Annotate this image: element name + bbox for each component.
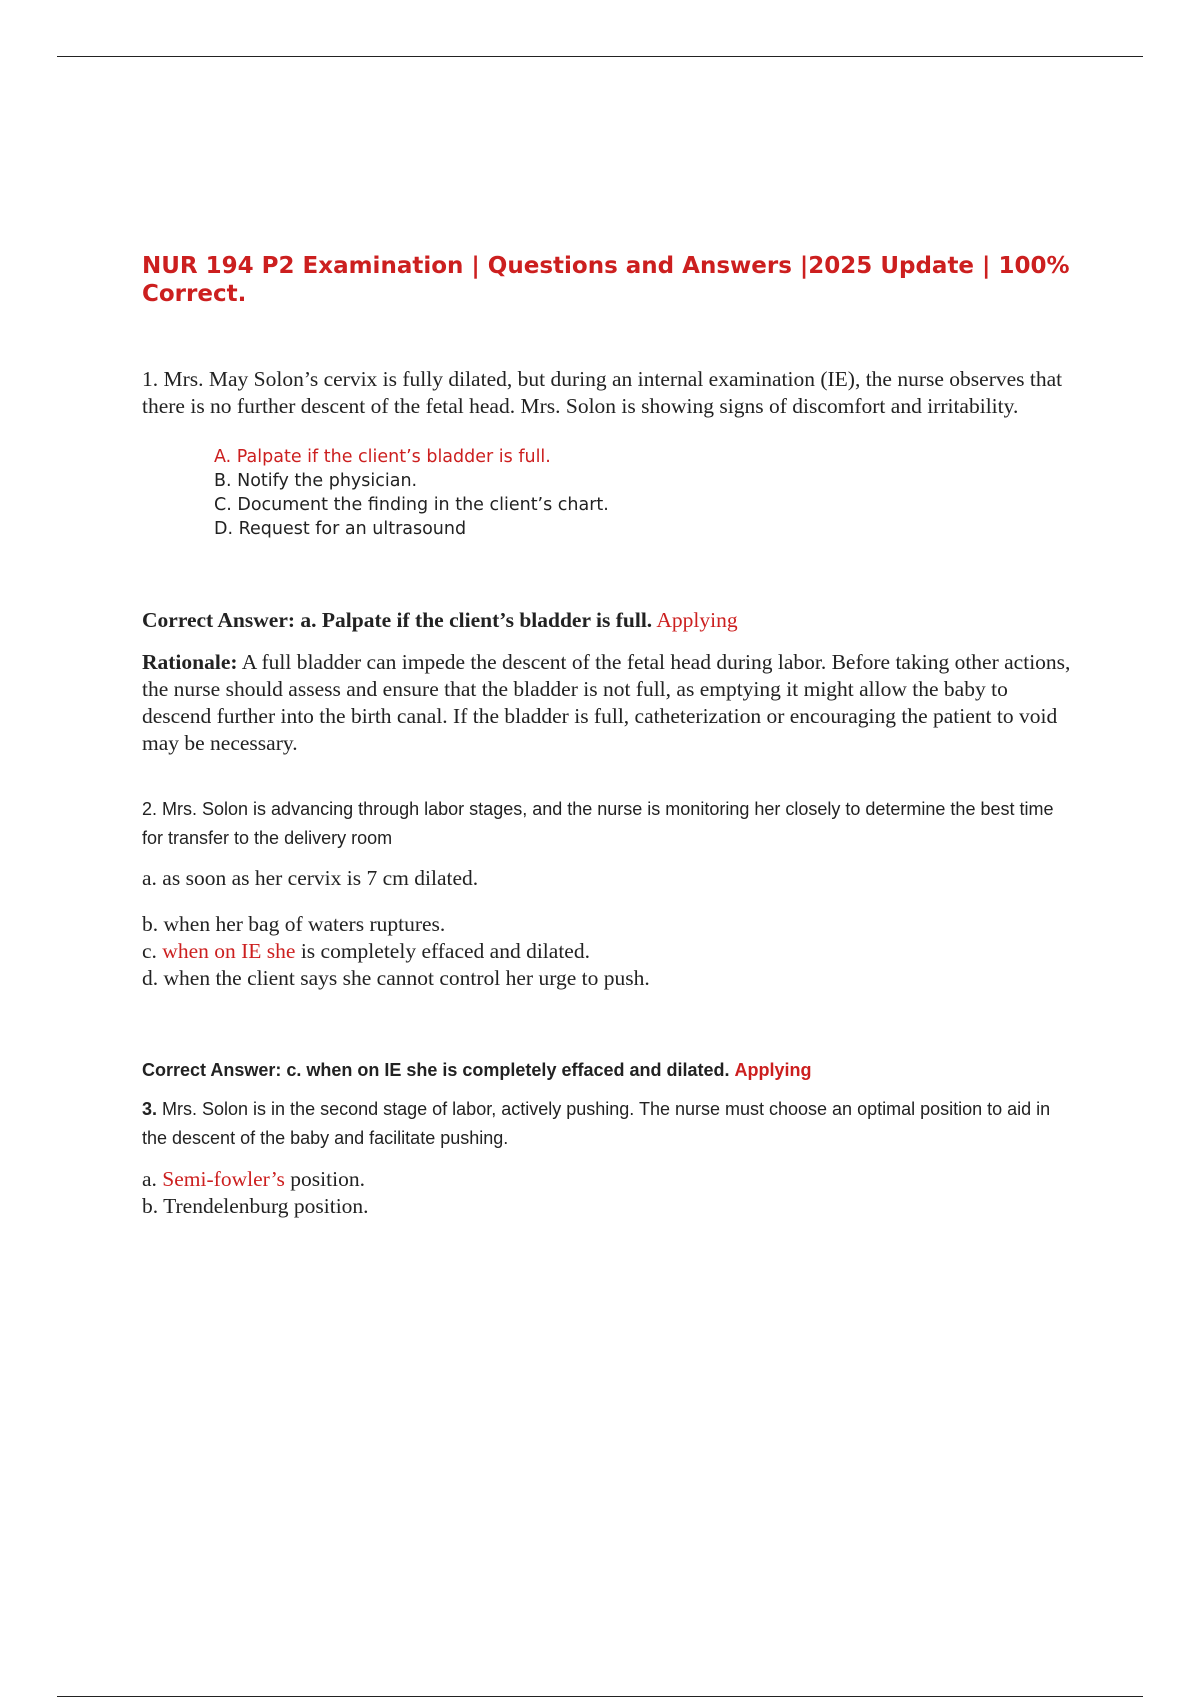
question-3-option-a xyxy=(142,1166,1072,1193)
question-3-option-b: b. Trendelenburg position. xyxy=(142,1194,369,1218)
question-2-stem: 2. Mrs. Solon is advancing through labor stages, and the nurse is monitoring her closely to determine the best time for transfer to the delivery room xyxy=(142,799,1054,848)
question-3-option-a-prefix: a. xyxy=(142,1167,163,1191)
bottom-rule xyxy=(57,1696,1143,1697)
question-1-answer-level: Applying xyxy=(656,608,738,632)
question-1-stem: 1. Mrs. May Solon’s cervix is fully dilated, but during an internal examination (IE), the nurse observes that there is no further descent of the fetal head. Mrs. Solon is showing signs of discomfort and irritability. xyxy=(142,367,1063,418)
question-3-option-a-rest: position. xyxy=(284,1167,365,1191)
question-2 xyxy=(142,795,1072,1085)
question-2-option-b: b. when her bag of waters ruptures. xyxy=(142,912,446,936)
top-rule xyxy=(57,56,1143,57)
question-2-option-c xyxy=(142,938,1072,965)
document-body xyxy=(142,252,1072,1220)
question-1-answer xyxy=(142,607,1072,634)
question-2-option-d: d. when the client says she cannot control her urge to push. xyxy=(142,966,650,990)
question-1-options xyxy=(142,445,1072,541)
question-2-answer-level: Applying xyxy=(734,1060,812,1080)
question-3-stem-line xyxy=(142,1095,1072,1153)
question-1-rationale-text: A full bladder can impede the descent of the fetal head during labor. Before taking other actions, the nurse should assess and ensure that the bladder is not full, as emptying it might allow the baby to descend further into the birth canal. If the bladder is full, catheterization or encouraging the patient to void may be necessary. xyxy=(142,650,1071,755)
question-1-option-b: B. Notify the physician. xyxy=(214,471,418,491)
question-2-option-c-prefix: c. xyxy=(142,939,163,963)
question-3-number: 3. xyxy=(142,1099,158,1119)
question-2-options-rest xyxy=(142,911,1072,992)
question-2-answer-label: Correct Answer: c. when on IE she is completely effaced and dilated. xyxy=(142,1060,730,1080)
question-3 xyxy=(142,1095,1072,1220)
question-2-option-a: a. as soon as her cervix is 7 cm dilated. xyxy=(142,866,479,890)
question-3-stem: Mrs. Solon is in the second stage of labor, actively pushing. The nurse must choose an optimal position to aid in the descent of the baby and facilitate pushing. xyxy=(142,1099,1051,1148)
question-1-answer-label: Correct Answer: a. Palpate if the client’s bladder is full. xyxy=(142,608,653,632)
question-1-rationale xyxy=(142,649,1072,757)
question-2-option-c-rest: is completely effaced and dilated. xyxy=(295,939,590,963)
question-2-answer xyxy=(142,1056,1072,1085)
question-1-option-a: A. Palpate if the client’s bladder is full. xyxy=(214,447,551,467)
document-title: NUR 194 P2 Examination | Questions and Answers |2025 Update | 100% Correct. xyxy=(142,253,1070,307)
question-3-options xyxy=(142,1166,1072,1220)
question-3-option-a-highlight: Semi-fowler’s xyxy=(162,1167,285,1191)
question-1-option-c: C. Document the finding in the client’s chart. xyxy=(214,495,609,515)
question-1-option-d: D. Request for an ultrasound xyxy=(214,519,467,539)
question-2-option-c-highlight: when on IE she xyxy=(162,939,296,963)
question-1 xyxy=(142,366,1072,757)
question-1-rationale-label: Rationale: xyxy=(142,650,238,674)
